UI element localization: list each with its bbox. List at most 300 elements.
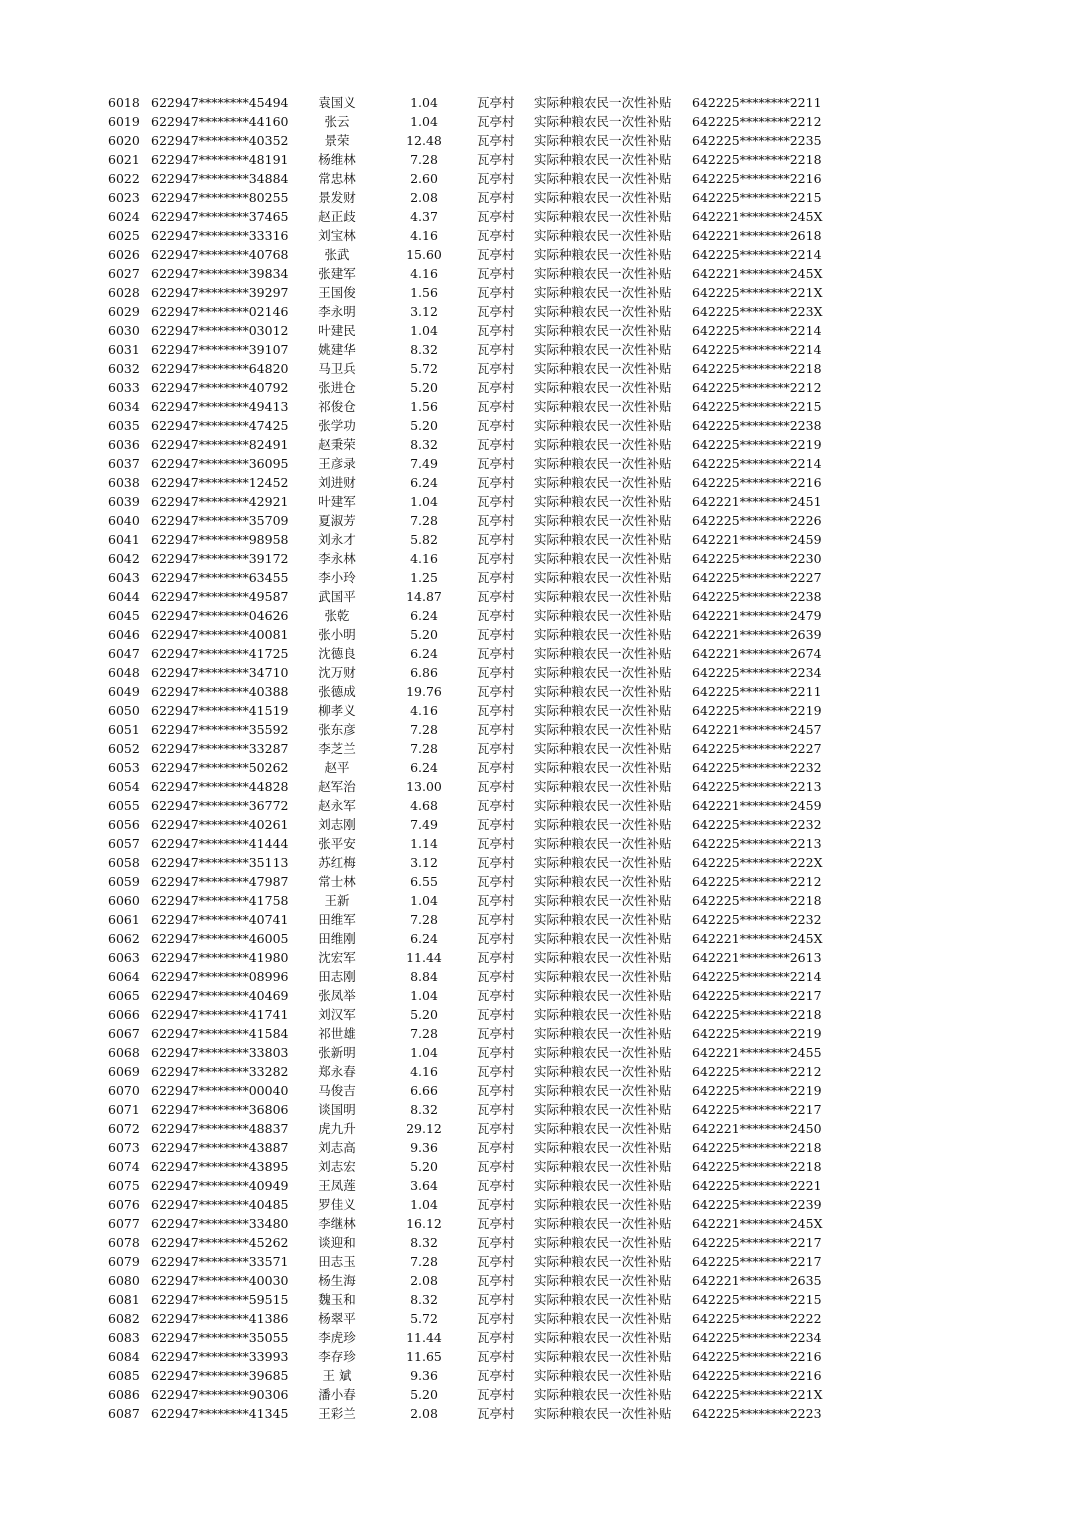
bank-card-number: 622947********40081 — [151, 627, 289, 642]
row-number: 6067 — [108, 1026, 140, 1041]
subsidy-amount: 7.28 — [410, 722, 438, 737]
table-row — [0, 1271, 1074, 1290]
row-number: 6024 — [108, 209, 140, 224]
subsidy-item: 实际种粮农民一次性补贴 — [534, 931, 672, 946]
table-row — [0, 1081, 1074, 1100]
id-card-number: 642221********2635 — [692, 1273, 822, 1288]
village-name: 瓦亭村 — [477, 209, 515, 224]
village-name: 瓦亭村 — [477, 1121, 515, 1136]
row-number: 6062 — [108, 931, 140, 946]
id-card-number: 642225********2212 — [692, 114, 822, 129]
row-number: 6085 — [108, 1368, 140, 1383]
village-name: 瓦亭村 — [477, 1216, 515, 1231]
farmer-name: 赵秉荣 — [318, 437, 356, 452]
table-row — [0, 112, 1074, 131]
subsidy-amount: 6.86 — [410, 665, 438, 680]
subsidy-item: 实际种粮农民一次性补贴 — [534, 437, 672, 452]
farmer-name: 苏红梅 — [318, 855, 356, 870]
farmer-name: 田维军 — [318, 912, 356, 927]
bank-card-number: 622947********34710 — [151, 665, 289, 680]
bank-card-number: 622947********40352 — [151, 133, 289, 148]
id-card-number: 642225********2234 — [692, 665, 822, 680]
table-row — [0, 473, 1074, 492]
village-name: 瓦亭村 — [477, 532, 515, 547]
id-card-number: 642225********2213 — [692, 836, 822, 851]
table-row — [0, 1100, 1074, 1119]
table-row — [0, 682, 1074, 701]
table-row — [0, 853, 1074, 872]
row-number: 6035 — [108, 418, 140, 433]
village-name: 瓦亭村 — [477, 323, 515, 338]
subsidy-item: 实际种粮农民一次性补贴 — [534, 608, 672, 623]
row-number: 6043 — [108, 570, 140, 585]
subsidy-amount: 2.08 — [410, 1273, 438, 1288]
row-number: 6065 — [108, 988, 140, 1003]
row-number: 6076 — [108, 1197, 140, 1212]
row-number: 6054 — [108, 779, 140, 794]
id-card-number: 642221********245X — [692, 209, 823, 224]
subsidy-amount: 5.20 — [410, 418, 438, 433]
subsidy-item: 实际种粮农民一次性补贴 — [534, 152, 672, 167]
farmer-name: 沈宏军 — [318, 950, 356, 965]
table-row — [0, 1290, 1074, 1309]
table-row — [0, 720, 1074, 739]
farmer-name: 王凤莲 — [318, 1178, 356, 1193]
bank-card-number: 622947********80255 — [151, 190, 289, 205]
subsidy-item: 实际种粮农民一次性补贴 — [534, 95, 672, 110]
village-name: 瓦亭村 — [477, 874, 515, 889]
row-number: 6072 — [108, 1121, 140, 1136]
bank-card-number: 622947********40261 — [151, 817, 289, 832]
subsidy-item: 实际种粮农民一次性补贴 — [534, 247, 672, 262]
subsidy-amount: 1.56 — [410, 285, 438, 300]
subsidy-amount: 7.49 — [410, 456, 438, 471]
farmer-name: 李虎珍 — [318, 1330, 356, 1345]
id-card-number: 642221********2613 — [692, 950, 822, 965]
table-row — [0, 758, 1074, 777]
table-row — [0, 929, 1074, 948]
bank-card-number: 622947********41444 — [151, 836, 289, 851]
village-name: 瓦亭村 — [477, 1254, 515, 1269]
farmer-name: 常士林 — [318, 874, 356, 889]
farmer-name: 张东彦 — [318, 722, 356, 737]
bank-card-number: 622947********39297 — [151, 285, 289, 300]
farmer-name: 王彦录 — [318, 456, 356, 471]
subsidy-amount: 4.68 — [410, 798, 438, 813]
subsidy-amount: 29.12 — [406, 1121, 442, 1136]
subsidy-item: 实际种粮农民一次性补贴 — [534, 532, 672, 547]
subsidy-item: 实际种粮农民一次性补贴 — [534, 627, 672, 642]
bank-card-number: 622947********41345 — [151, 1406, 289, 1421]
subsidy-item: 实际种粮农民一次性补贴 — [534, 304, 672, 319]
row-number: 6042 — [108, 551, 140, 566]
subsidy-item: 实际种粮农民一次性补贴 — [534, 133, 672, 148]
subsidy-item: 实际种粮农民一次性补贴 — [534, 1254, 672, 1269]
bank-card-number: 622947********42921 — [151, 494, 289, 509]
subsidy-amount: 7.28 — [410, 1026, 438, 1041]
farmer-name: 赵平 — [324, 760, 350, 775]
bank-card-number: 622947********40469 — [151, 988, 289, 1003]
village-name: 瓦亭村 — [477, 855, 515, 870]
table-row — [0, 1214, 1074, 1233]
row-number: 6019 — [108, 114, 140, 129]
bank-card-number: 622947********49587 — [151, 589, 289, 604]
subsidy-amount: 5.20 — [410, 380, 438, 395]
village-name: 瓦亭村 — [477, 475, 515, 490]
village-name: 瓦亭村 — [477, 1197, 515, 1212]
farmer-name: 马卫兵 — [318, 361, 356, 376]
subsidy-item: 实际种粮农民一次性补贴 — [534, 1159, 672, 1174]
farmer-name: 张乾 — [324, 608, 350, 623]
bank-card-number: 622947********34884 — [151, 171, 289, 186]
village-name: 瓦亭村 — [477, 741, 515, 756]
subsidy-item: 实际种粮农民一次性补贴 — [534, 475, 672, 490]
subsidy-amount: 8.84 — [410, 969, 438, 984]
subsidy-amount: 1.04 — [410, 893, 438, 908]
id-card-number: 642225********2221 — [692, 1178, 822, 1193]
subsidy-amount: 6.66 — [410, 1083, 438, 1098]
id-card-number: 642225********2216 — [692, 1349, 822, 1364]
row-number: 6069 — [108, 1064, 140, 1079]
id-card-number: 642221********2479 — [692, 608, 822, 623]
village-name: 瓦亭村 — [477, 722, 515, 737]
subsidy-item: 实际种粮农民一次性补贴 — [534, 171, 672, 186]
village-name: 瓦亭村 — [477, 456, 515, 471]
id-card-number: 642225********2214 — [692, 247, 822, 262]
id-card-number: 642225********2232 — [692, 817, 822, 832]
subsidy-item: 实际种粮农民一次性补贴 — [534, 912, 672, 927]
subsidy-amount: 8.32 — [410, 342, 438, 357]
bank-card-number: 622947********37465 — [151, 209, 289, 224]
row-number: 6046 — [108, 627, 140, 642]
village-name: 瓦亭村 — [477, 589, 515, 604]
village-name: 瓦亭村 — [477, 380, 515, 395]
row-number: 6036 — [108, 437, 140, 452]
subsidy-amount: 1.25 — [410, 570, 438, 585]
farmer-name: 景发财 — [318, 190, 356, 205]
row-number: 6055 — [108, 798, 140, 813]
table-row — [0, 131, 1074, 150]
bank-card-number: 622947********98958 — [151, 532, 289, 547]
row-number: 6018 — [108, 95, 140, 110]
table-row — [0, 1195, 1074, 1214]
village-name: 瓦亭村 — [477, 1064, 515, 1079]
farmer-name: 赵正歧 — [318, 209, 356, 224]
table-row — [0, 1119, 1074, 1138]
farmer-name: 田志刚 — [318, 969, 356, 984]
subsidy-amount: 19.76 — [406, 684, 442, 699]
row-number: 6086 — [108, 1387, 140, 1402]
id-card-number: 642225********2215 — [692, 190, 822, 205]
row-number: 6053 — [108, 760, 140, 775]
id-card-number: 642221********2639 — [692, 627, 822, 642]
subsidy-item: 实际种粮农民一次性补贴 — [534, 589, 672, 604]
village-name: 瓦亭村 — [477, 190, 515, 205]
bank-card-number: 622947********40485 — [151, 1197, 289, 1212]
table-row — [0, 834, 1074, 853]
farmer-name: 柳孝义 — [318, 703, 356, 718]
subsidy-item: 实际种粮农民一次性补贴 — [534, 798, 672, 813]
row-number: 6049 — [108, 684, 140, 699]
subsidy-item: 实际种粮农民一次性补贴 — [534, 1406, 672, 1421]
village-name: 瓦亭村 — [477, 285, 515, 300]
bank-card-number: 622947********39685 — [151, 1368, 289, 1383]
village-name: 瓦亭村 — [477, 646, 515, 661]
id-card-number: 642225********2222 — [692, 1311, 822, 1326]
subsidy-item: 实际种粮农民一次性补贴 — [534, 1273, 672, 1288]
id-card-number: 642225********2227 — [692, 741, 822, 756]
id-card-number: 642225********2214 — [692, 323, 822, 338]
farmer-name: 刘志刚 — [318, 817, 356, 832]
row-number: 6031 — [108, 342, 140, 357]
id-card-number: 642225********2212 — [692, 1064, 822, 1079]
bank-card-number: 622947********47425 — [151, 418, 289, 433]
subsidy-amount: 8.32 — [410, 1235, 438, 1250]
subsidy-item: 实际种粮农民一次性补贴 — [534, 836, 672, 851]
farmer-name: 沈万财 — [318, 665, 356, 680]
bank-card-number: 622947********40741 — [151, 912, 289, 927]
farmer-name: 田志玉 — [318, 1254, 356, 1269]
id-card-number: 642225********2232 — [692, 760, 822, 775]
table-row — [0, 416, 1074, 435]
bank-card-number: 622947********90306 — [151, 1387, 289, 1402]
farmer-name: 王彩兰 — [318, 1406, 356, 1421]
village-name: 瓦亭村 — [477, 228, 515, 243]
subsidy-item: 实际种粮农民一次性补贴 — [534, 361, 672, 376]
bank-card-number: 622947********41584 — [151, 1026, 289, 1041]
row-number: 6082 — [108, 1311, 140, 1326]
id-card-number: 642225********2223 — [692, 1406, 822, 1421]
id-card-number: 642225********2235 — [692, 133, 822, 148]
row-number: 6063 — [108, 950, 140, 965]
farmer-name: 景荣 — [324, 133, 350, 148]
farmer-name: 李永明 — [318, 304, 356, 319]
subsidy-amount: 7.28 — [410, 152, 438, 167]
subsidy-item: 实际种粮农民一次性补贴 — [534, 893, 672, 908]
bank-card-number: 622947********00040 — [151, 1083, 289, 1098]
id-card-number: 642225********221X — [692, 1387, 823, 1402]
subsidy-amount: 2.60 — [410, 171, 438, 186]
subsidy-amount: 4.16 — [410, 228, 438, 243]
village-name: 瓦亭村 — [477, 1406, 515, 1421]
table-row — [0, 891, 1074, 910]
table-row — [0, 1138, 1074, 1157]
subsidy-item: 实际种粮农民一次性补贴 — [534, 1102, 672, 1117]
village-name: 瓦亭村 — [477, 152, 515, 167]
farmer-name: 张学功 — [318, 418, 356, 433]
subsidy-amount: 5.20 — [410, 627, 438, 642]
farmer-name: 罗佳义 — [318, 1197, 356, 1212]
subsidy-item: 实际种粮农民一次性补贴 — [534, 684, 672, 699]
subsidy-item: 实际种粮农民一次性补贴 — [534, 760, 672, 775]
bank-card-number: 622947********41758 — [151, 893, 289, 908]
table-row — [0, 777, 1074, 796]
id-card-number: 642225********2215 — [692, 1292, 822, 1307]
row-number: 6084 — [108, 1349, 140, 1364]
id-card-number: 642225********2218 — [692, 893, 822, 908]
subsidy-item: 实际种粮农民一次性补贴 — [534, 494, 672, 509]
farmer-name: 夏淑芳 — [318, 513, 356, 528]
subsidy-amount: 9.36 — [410, 1368, 438, 1383]
id-card-number: 642225********2218 — [692, 1159, 822, 1174]
id-card-number: 642225********2217 — [692, 1102, 822, 1117]
row-number: 6074 — [108, 1159, 140, 1174]
farmer-name: 刘汉军 — [318, 1007, 356, 1022]
id-card-number: 642221********245X — [692, 931, 823, 946]
subsidy-item: 实际种粮农民一次性补贴 — [534, 1311, 672, 1326]
subsidy-amount: 1.04 — [410, 323, 438, 338]
village-name: 瓦亭村 — [477, 893, 515, 908]
subsidy-amount: 6.24 — [410, 760, 438, 775]
subsidy-amount: 9.36 — [410, 1140, 438, 1155]
table-row — [0, 796, 1074, 815]
id-card-number: 642221********245X — [692, 1216, 823, 1231]
row-number: 6057 — [108, 836, 140, 851]
table-row — [0, 644, 1074, 663]
row-number: 6058 — [108, 855, 140, 870]
row-number: 6059 — [108, 874, 140, 889]
subsidy-item: 实际种粮农民一次性补贴 — [534, 456, 672, 471]
id-card-number: 642221********2674 — [692, 646, 822, 661]
bank-card-number: 622947********33282 — [151, 1064, 289, 1079]
village-name: 瓦亭村 — [477, 1330, 515, 1345]
bank-card-number: 622947********04626 — [151, 608, 289, 623]
subsidy-amount: 3.12 — [410, 304, 438, 319]
subsidy-item: 实际种粮农民一次性补贴 — [534, 1178, 672, 1193]
subsidy-amount: 7.28 — [410, 912, 438, 927]
id-card-number: 642221********2618 — [692, 228, 822, 243]
row-number: 6026 — [108, 247, 140, 262]
id-card-number: 642225********2219 — [692, 437, 822, 452]
village-name: 瓦亭村 — [477, 1387, 515, 1402]
subsidy-item: 实际种粮农民一次性补贴 — [534, 665, 672, 680]
subsidy-amount: 5.72 — [410, 361, 438, 376]
table-row — [0, 568, 1074, 587]
row-number: 6071 — [108, 1102, 140, 1117]
farmer-name: 刘志宏 — [318, 1159, 356, 1174]
row-number: 6021 — [108, 152, 140, 167]
subsidy-amount: 8.32 — [410, 1102, 438, 1117]
farmer-name: 祁俊仓 — [318, 399, 356, 414]
id-card-number: 642225********2239 — [692, 1197, 822, 1212]
bank-card-number: 622947********33287 — [151, 741, 289, 756]
table-row — [0, 910, 1074, 929]
id-card-number: 642225********2238 — [692, 589, 822, 604]
farmer-name: 马俊吉 — [318, 1083, 356, 1098]
farmer-name: 张进仓 — [318, 380, 356, 395]
table-row — [0, 321, 1074, 340]
subsidy-item: 实际种粮农民一次性补贴 — [534, 551, 672, 566]
bank-card-number: 622947********40030 — [151, 1273, 289, 1288]
subsidy-item: 实际种粮农民一次性补贴 — [534, 228, 672, 243]
subsidy-amount: 4.16 — [410, 266, 438, 281]
row-number: 6048 — [108, 665, 140, 680]
farmer-name: 李芝兰 — [318, 741, 356, 756]
table-row — [0, 1309, 1074, 1328]
farmer-name: 刘进财 — [318, 475, 356, 490]
farmer-name: 张建军 — [318, 266, 356, 281]
village-name: 瓦亭村 — [477, 551, 515, 566]
village-name: 瓦亭村 — [477, 1273, 515, 1288]
farmer-name: 张武 — [324, 247, 350, 262]
subsidy-item: 实际种粮农民一次性补贴 — [534, 1064, 672, 1079]
farmer-name: 田维刚 — [318, 931, 356, 946]
row-number: 6023 — [108, 190, 140, 205]
row-number: 6037 — [108, 456, 140, 471]
row-number: 6080 — [108, 1273, 140, 1288]
id-card-number: 642221********245X — [692, 266, 823, 281]
subsidy-item: 实际种粮农民一次性补贴 — [534, 1368, 672, 1383]
bank-card-number: 622947********36095 — [151, 456, 289, 471]
id-card-number: 642221********2450 — [692, 1121, 822, 1136]
id-card-number: 642225********2214 — [692, 969, 822, 984]
bank-card-number: 622947********44828 — [151, 779, 289, 794]
table-row — [0, 1366, 1074, 1385]
farmer-name: 姚建华 — [318, 342, 356, 357]
farmer-name: 王国俊 — [318, 285, 356, 300]
id-card-number: 642225********2230 — [692, 551, 822, 566]
id-card-number: 642225********2232 — [692, 912, 822, 927]
subsidy-item: 实际种粮农民一次性补贴 — [534, 988, 672, 1003]
table-row — [0, 1233, 1074, 1252]
id-card-number: 642225********2212 — [692, 874, 822, 889]
row-number: 6075 — [108, 1178, 140, 1193]
bank-card-number: 622947********43887 — [151, 1140, 289, 1155]
farmer-name: 张云 — [324, 114, 350, 129]
village-name: 瓦亭村 — [477, 247, 515, 262]
farmer-name: 刘永才 — [318, 532, 356, 547]
farmer-name: 叶建民 — [318, 323, 356, 338]
subsidy-amount: 4.37 — [410, 209, 438, 224]
id-card-number: 642225********2217 — [692, 1254, 822, 1269]
village-name: 瓦亭村 — [477, 570, 515, 585]
village-name: 瓦亭村 — [477, 1045, 515, 1060]
village-name: 瓦亭村 — [477, 912, 515, 927]
farmer-name: 李存珍 — [318, 1349, 356, 1364]
id-card-number: 642225********2217 — [692, 1235, 822, 1250]
row-number: 6045 — [108, 608, 140, 623]
subsidy-amount: 7.49 — [410, 817, 438, 832]
subsidy-amount: 5.20 — [410, 1159, 438, 1174]
village-name: 瓦亭村 — [477, 304, 515, 319]
id-card-number: 642225********2234 — [692, 1330, 822, 1345]
village-name: 瓦亭村 — [477, 1159, 515, 1174]
row-number: 6056 — [108, 817, 140, 832]
row-number: 6073 — [108, 1140, 140, 1155]
row-number: 6052 — [108, 741, 140, 756]
village-name: 瓦亭村 — [477, 399, 515, 414]
village-name: 瓦亭村 — [477, 1368, 515, 1383]
farmer-name: 魏玉和 — [318, 1292, 356, 1307]
bank-card-number: 622947********39834 — [151, 266, 289, 281]
subsidy-item: 实际种粮农民一次性补贴 — [534, 190, 672, 205]
subsidy-amount: 8.32 — [410, 1292, 438, 1307]
subsidy-amount: 7.28 — [410, 1254, 438, 1269]
row-number: 6044 — [108, 589, 140, 604]
subsidy-item: 实际种粮农民一次性补贴 — [534, 1330, 672, 1345]
subsidy-amount: 4.16 — [410, 703, 438, 718]
village-name: 瓦亭村 — [477, 1178, 515, 1193]
table-row — [0, 283, 1074, 302]
subsidy-item: 实际种粮农民一次性补贴 — [534, 209, 672, 224]
subsidy-item: 实际种粮农民一次性补贴 — [534, 1121, 672, 1136]
bank-card-number: 622947********49413 — [151, 399, 289, 414]
row-number: 6038 — [108, 475, 140, 490]
subsidy-amount: 4.16 — [410, 1064, 438, 1079]
village-name: 瓦亭村 — [477, 1235, 515, 1250]
table-row — [0, 169, 1074, 188]
farmer-name: 赵军治 — [318, 779, 356, 794]
